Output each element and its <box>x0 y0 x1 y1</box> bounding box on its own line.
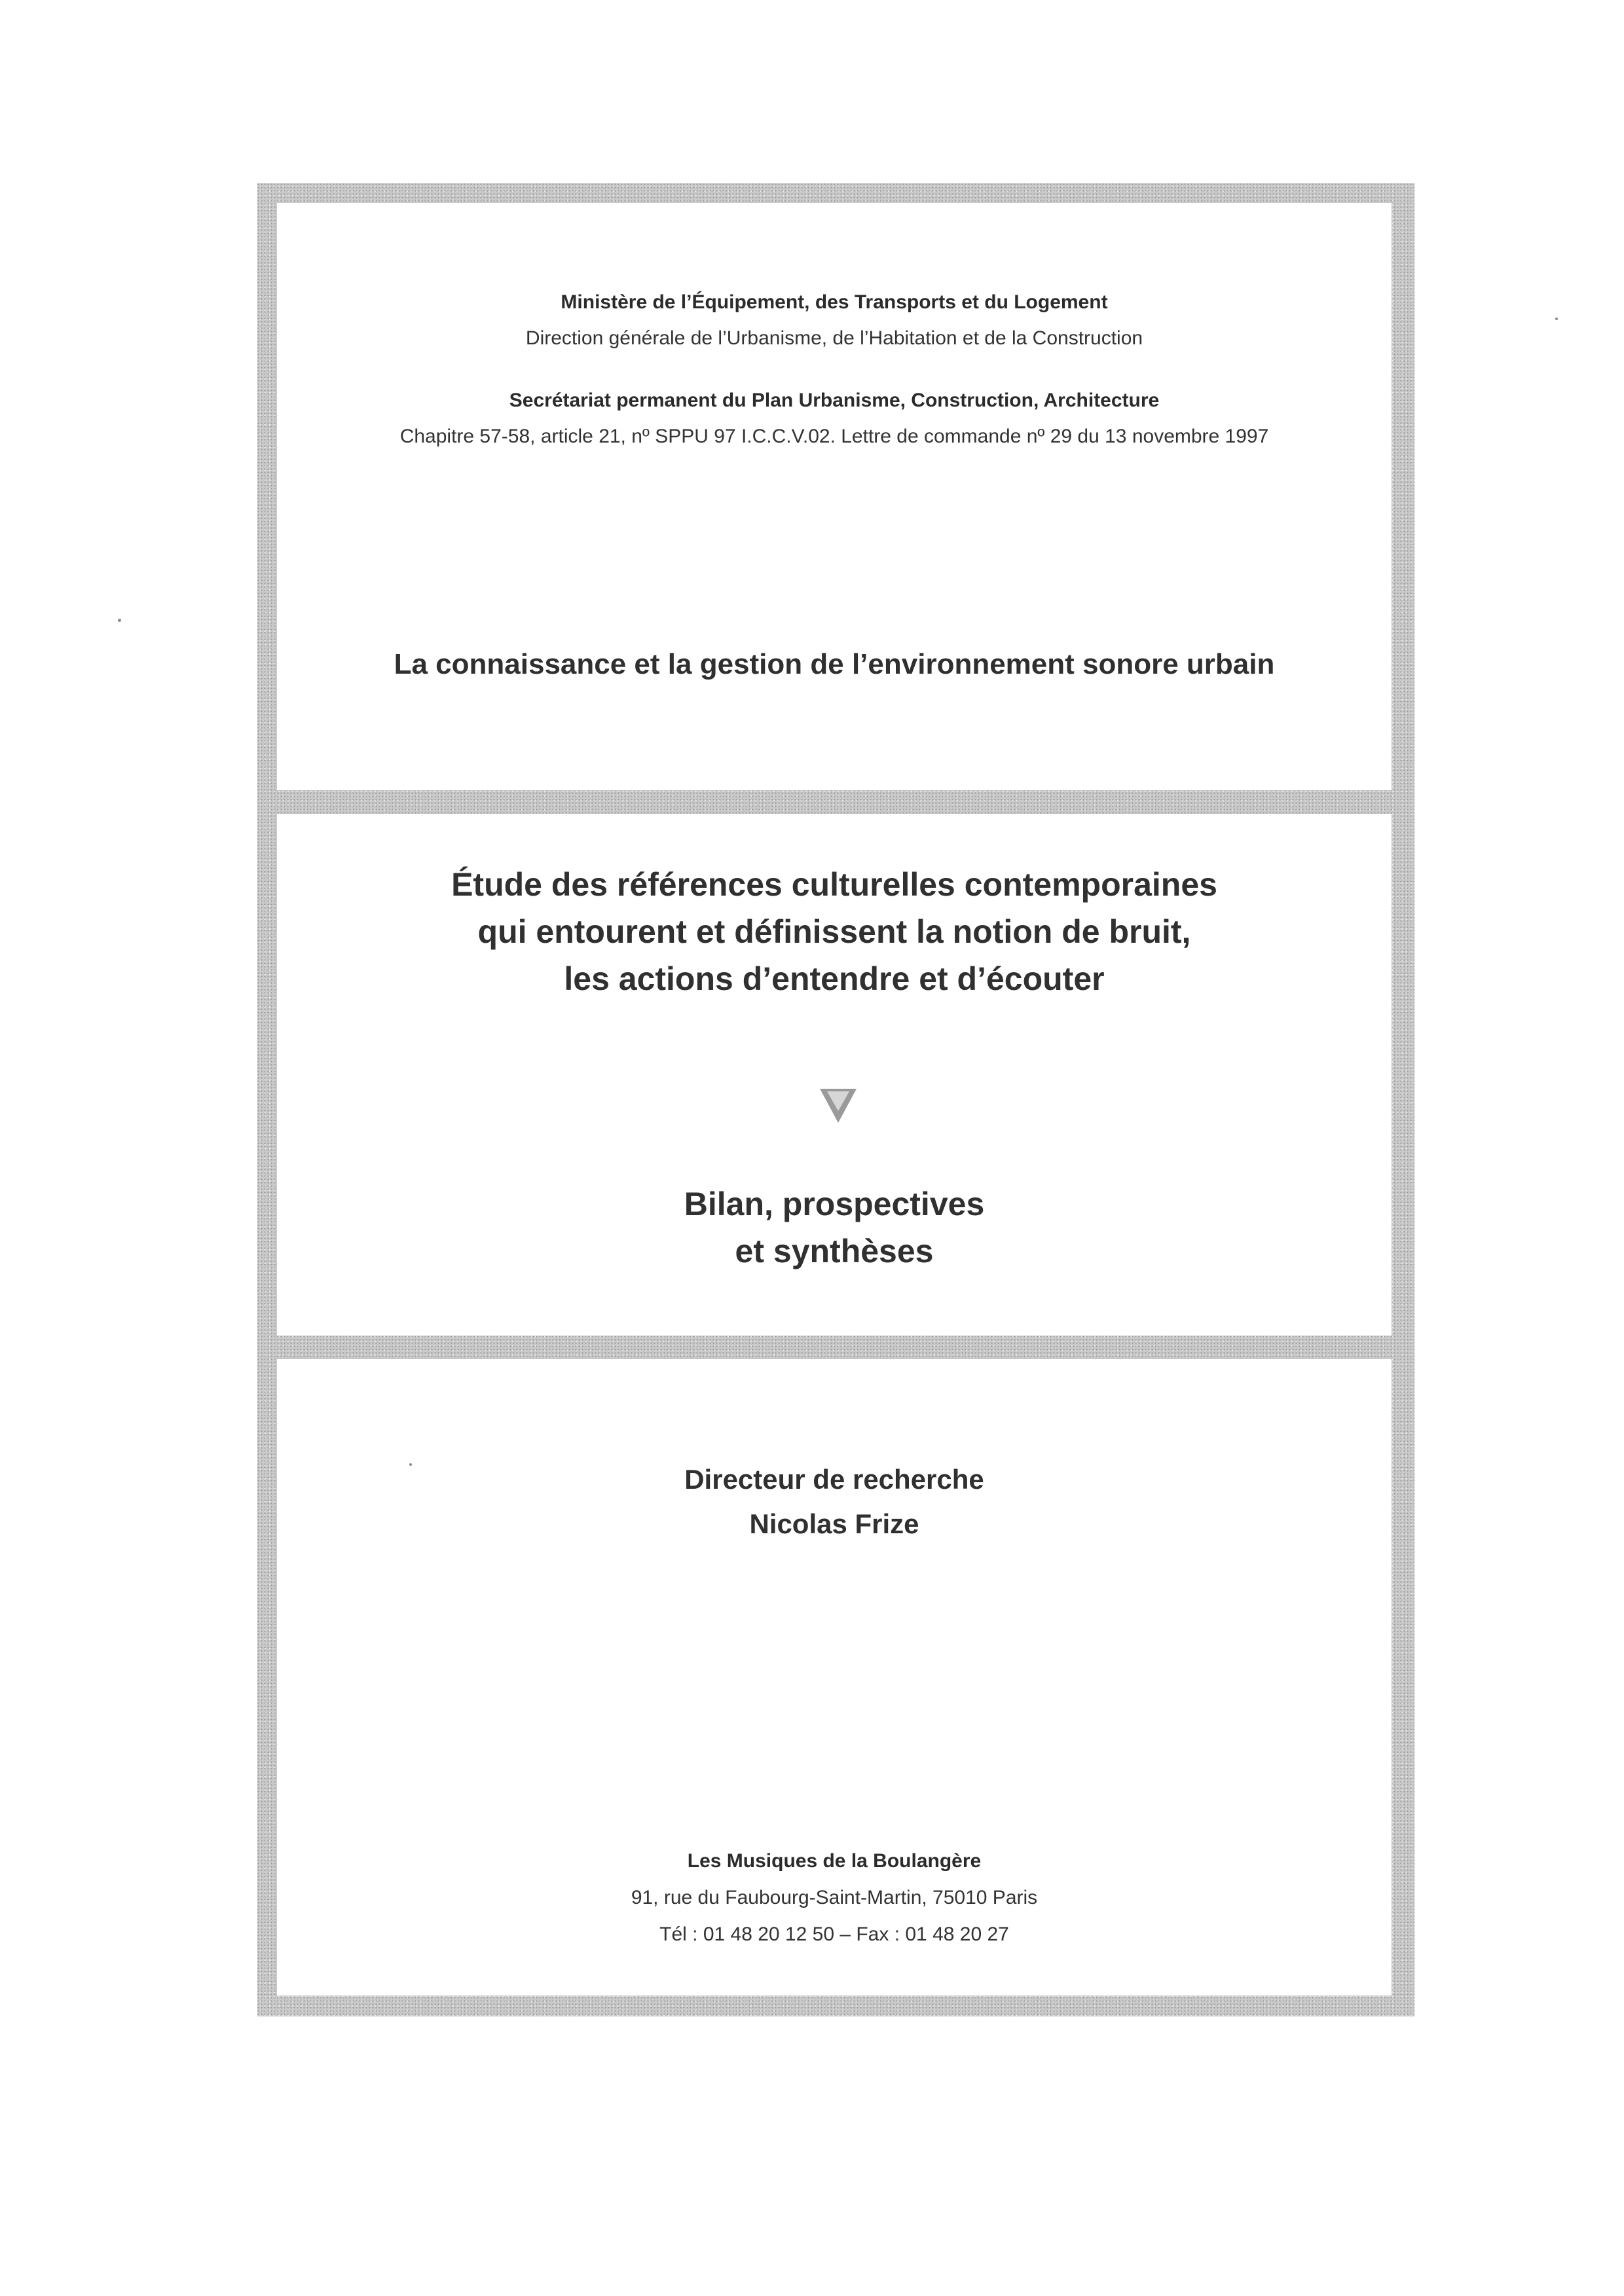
title-panel <box>277 814 1392 1336</box>
publisher-address: 91, rue du Faubourg-Saint-Martin, 75010 Paris <box>631 1887 1038 1908</box>
scan-speck <box>1555 318 1558 320</box>
report-type <box>277 1180 1392 1275</box>
down-triangle-icon <box>820 1089 857 1123</box>
report-type-line: Bilan, prospectives <box>684 1186 985 1222</box>
scan-speck <box>118 619 121 622</box>
report-type-line: et synthèses <box>735 1233 934 1269</box>
credits-panel <box>277 1359 1392 1995</box>
study-title-line: Étude des références culturelles contemporaines <box>451 866 1217 903</box>
director-role: Directeur de recherche <box>684 1464 984 1495</box>
header-panel <box>277 203 1392 790</box>
secretariat-name: Secrétariat permanent du Plan Urbanisme, Construction, Architecture <box>509 390 1160 411</box>
publisher-contact: Tél : 01 48 20 12 50 – Fax : 01 48 20 27 <box>659 1923 1009 1945</box>
publisher-name: Les Musiques de la Boulangère <box>687 1850 982 1872</box>
director-name: Nicolas Frize <box>749 1508 919 1539</box>
study-title-line: les actions d’entendre et d’écouter <box>564 960 1105 997</box>
study-title <box>277 861 1392 1002</box>
ministry-name: Ministère de l’Équipement, des Transports et du Logement <box>561 291 1108 313</box>
commission-reference: Chapitre 57-58, article 21, nº SPPU 97 I.C.C.V.02. Lettre de commande nº 29 du 13 novembre 1997 <box>399 426 1269 447</box>
study-title-line: qui entourent et définissent la notion de bruit, <box>477 913 1191 950</box>
cover-frame <box>257 183 1414 2016</box>
scan-speck <box>409 1463 412 1466</box>
ministry-direction: Direction générale de l’Urbanisme, de l’Habitation et de la Construction <box>525 327 1143 349</box>
subject-title: La connaissance et la gestion de l’environnement sonore urbain <box>394 648 1275 680</box>
